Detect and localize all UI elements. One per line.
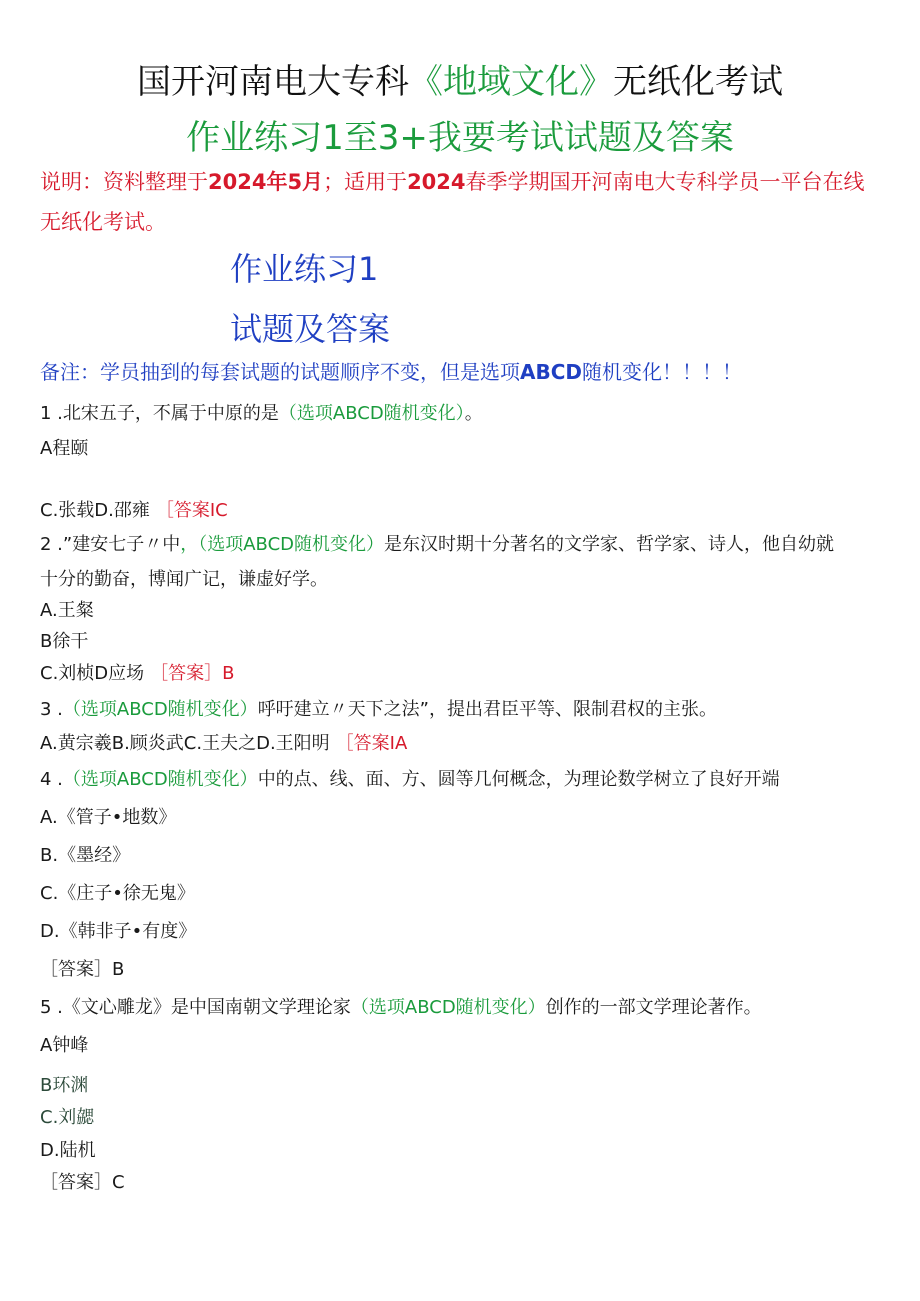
q2-option-a: A.王粲 bbox=[40, 600, 94, 621]
section-subtitle: 试题及答案 bbox=[230, 310, 391, 348]
q4-option-c: C.《庄子•徐无鬼》 bbox=[40, 883, 195, 904]
q1-options-cd bbox=[40, 496, 228, 522]
question-text: 。 bbox=[464, 403, 483, 424]
q2-option-b: B徐干 bbox=[40, 631, 89, 652]
q3-options bbox=[40, 729, 407, 755]
option-text: C.刘桢D应场 bbox=[40, 663, 145, 684]
q5-option-b: B环渊 bbox=[40, 1075, 89, 1096]
question-text: .”建安七子〃中 bbox=[51, 534, 181, 555]
q4-option-a: A.《管子•地数》 bbox=[40, 807, 177, 828]
question-1 bbox=[40, 399, 483, 425]
question-number: 3 bbox=[40, 699, 52, 720]
question-text: 是东汉时期十分著名的文学家、哲学家、诗人，他自幼就 bbox=[384, 534, 835, 555]
question-text: 创作的一部文学理论著作。 bbox=[545, 997, 762, 1018]
option-text: C.张载D.邵雍 bbox=[40, 500, 150, 521]
remark-text: 备注：学员抽到的每套试题的试题顺序不变，但是选项 bbox=[40, 360, 520, 384]
question-number: 5 bbox=[40, 997, 52, 1018]
title-prefix: 国开河南电大专科 bbox=[137, 62, 409, 102]
question-5 bbox=[40, 993, 762, 1019]
option-text: A.黄宗羲B.顾炎武C.王夫之D.王阳明 bbox=[40, 733, 330, 754]
q3-answer: ［答案IA bbox=[335, 733, 408, 754]
note-line-2: 无纸化考试。 bbox=[40, 210, 166, 234]
q5-option-d: D.陆机 bbox=[40, 1140, 96, 1161]
q1-option-a: A程颐 bbox=[40, 438, 89, 459]
q5-option-a: A钟峰 bbox=[40, 1035, 89, 1056]
question-hint: （选项ABCD随机变化） bbox=[62, 699, 258, 720]
q4-answer: ［答案］B bbox=[40, 959, 125, 980]
title-course: 《地域文化》 bbox=[409, 62, 613, 102]
q4-option-d: D.《韩非子•有度》 bbox=[40, 921, 197, 942]
note-text: 春季学期国开河南电大专科学员一平台在线 bbox=[465, 170, 865, 194]
question-number: 2 bbox=[40, 534, 52, 555]
question-text: .北宋五子，不属于中原的是 bbox=[51, 403, 279, 424]
question-number: 4 bbox=[40, 769, 52, 790]
document-subtitle: 作业练习1至3+我要考试试题及答案 bbox=[186, 118, 734, 158]
question-text: .《文心雕龙》是中国南朝文学理论家 bbox=[51, 997, 351, 1018]
remark bbox=[40, 356, 742, 385]
question-hint: （选项ABCD随机变化） bbox=[62, 769, 258, 790]
note-year: 2024 bbox=[407, 170, 466, 194]
note-date: 2024年5月 bbox=[208, 170, 324, 194]
q5-option-c: C.刘勰 bbox=[40, 1107, 95, 1128]
section-title: 作业练习1 bbox=[230, 250, 379, 288]
question-hint: （选项ABCD随机变化） bbox=[278, 403, 465, 424]
question-hint: （选项ABCD随机变化） bbox=[350, 997, 546, 1018]
q4-option-b: B.《墨经》 bbox=[40, 845, 131, 866]
question-text: 中的点、线、面、方、圆等几何概念，为理论数学树立了良好开端 bbox=[257, 769, 780, 790]
q2-options-cd bbox=[40, 659, 235, 685]
remark-abcd: ABCD bbox=[520, 360, 583, 384]
q2-answer: ［答案］B bbox=[150, 663, 235, 684]
q5-answer: ［答案］C bbox=[40, 1172, 125, 1193]
question-number: 1 bbox=[40, 403, 52, 424]
question-2 bbox=[40, 530, 834, 556]
note-line-1 bbox=[40, 166, 865, 196]
q1-answer: ［答案IC bbox=[155, 500, 228, 521]
title-suffix: 无纸化考试 bbox=[613, 62, 783, 102]
question-text: 呼吁建立〃天下之法”，提出君臣平等、限制君权的主张。 bbox=[257, 699, 718, 720]
question-text: . bbox=[51, 769, 63, 790]
question-2-line-2: 十分的勤奋，博闻广记，谦虚好学。 bbox=[40, 569, 328, 590]
question-hint: ，（选项ABCD随机变化） bbox=[180, 534, 385, 555]
question-4 bbox=[40, 765, 780, 791]
remark-text: 随机变化！！！！ bbox=[582, 360, 743, 384]
document-title bbox=[0, 54, 920, 103]
note-text: 说明：资料整理于 bbox=[40, 170, 208, 194]
question-3 bbox=[40, 695, 717, 721]
note-text: ；适用于 bbox=[323, 170, 408, 194]
question-text: . bbox=[51, 699, 63, 720]
